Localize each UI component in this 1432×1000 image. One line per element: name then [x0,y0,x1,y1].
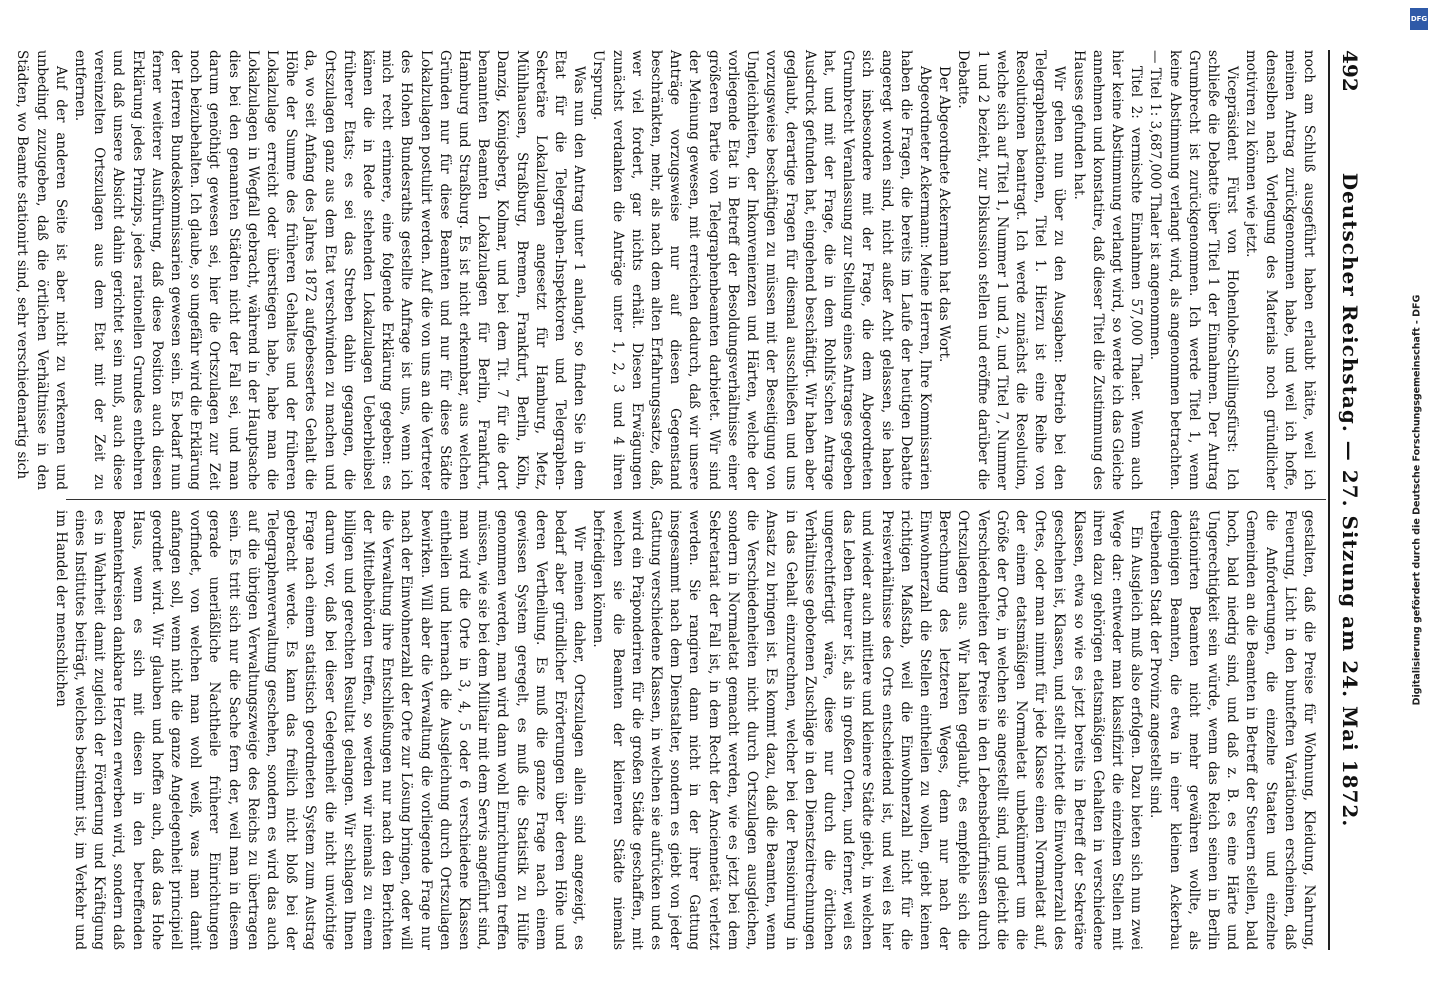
paragraph: gestalten, daß die Preise für Wohnung, Kleidung, Nahrung, Feuerung, Licht in den bunteften Variationen erscheinen, daß die Anforderungen, die einzelne Staaten und einzelne Gemeinden an die Beamten in Betreff der Steuern stellen, bald hoch, bald niedrig sind, und daß z. B. es eine Härte und Ungerechtigkeit sein würde, wenn das Reich seinen in Berlin stationirten Beamten nicht mehr gewähren wollte, als denjenigen Beamten, die etwa in einer kleinen Ackerbau treibenden Stadt der Provinz angestellt sind. [1147,510,1317,950]
page-number: 492 [1338,50,1362,92]
scanned-page [14,20,1396,980]
paragraph: Auf der anderen Seite ist aber nicht zu verkennen und unbedingt zuzugeben, daß die örtlichen Verhältnisse in den Städten, wo Beamte stationirt sind, sehr verschiedenartig sich [14,50,69,490]
dfg-logo-icon: DFG [1410,8,1428,30]
page-header [1330,50,1370,950]
paragraph: Titel 2: vermischte Einnahmen 57,000 Thaler. Wenn auch hier keine Abstimmung verlangt wird, so werde ich das Gleiche annehmen und konstatire, daß dieser Titel die Zustimmung des Hauses gefunden hat. [1070,50,1145,490]
paragraph: Wir meinen daher, Ortszulagen allein sind angezeigt, es bedarf aber gründlicher Erörterungen über deren Höhe und deren Vertheilung. Es muß die ganze Frage nach einem gewissen System geregelt, es muß die Statistik zu Hülfe genommen werden, man wird dann wohl Einrichtungen treffen müssen, wie sie bei dem Militair mit dem Servis angeführt sind, man wird die Orte in 3, 4, 5 oder 6 verschiedene Klassen eintheilen und hiernach die Ausgleichung durch Ortszulagen bewirken. Will aber die Verwaltung die vorliegende Frage nur nach der Einwohnerzahl der Orte zur Lösung bringen, oder will die Verwaltung ihre Entschließungen nur nach den Berichten der Mittelbehörden treffen, so werden wir niemals zu einem billigen und gerechten Resultat gelangen. Wir schlagen Ihnen darum vor, daß bei dieser Gelegenheit die nicht unwichtige Frage nach einem statistisch geordneten System zum Austrag gebracht werde. Es kann das freilich nicht bloß bei der Telegraphenverwaltung geschehen, sondern es wird das auch auf die übrigen Verwaltungszweige des Reichs zu übertragen sein. Es tritt sich nur die Sache fern der, weil man in diesem gerade unerläßliche Nachtheile früherer Einrichtungen vorfindet, von welchen man wohl weiß, was man damit anfangen soll, wenn nicht die ganze Angelegenheit principiell geordnet wird. Wir glauben und hoffen auch, daß das Hohe Haus, wenn es sich mit diesen in den betreffenden Beamtenkreisen dankbare Herzen erwerben wird, sondern daß es in Wahrheit damit zugleich der Förderung und Kräftigung eines Institutes beiträgt, welches bestimmt ist, im Verkehr und im Handel der menschlichen [52,510,588,950]
header-rule [1328,50,1330,950]
paragraph: noch am Schluß ausgeführt haben erlaubt hätte, weil ich meinen Antrag zurückgenommen habe, und weil ich hoffe, denselben nach Vorlegung des Materials noch gründlicher motiviren zu können wie jetzt. [1243,50,1317,490]
attribution-text: Digitalisierung gefördert durch die Deutsche Forschungsgemeinschaft - DFG [1411,294,1423,706]
paragraph: Wir gehen nun über zu den Ausgaben: Betrieb bei den Telegraphenstationen, Titel 1. Hierzu ist eine Reihe von Resolutionen beantragt. Ich werde zunächst die Resolution, welche sich auf Titel 1, Nummer 1 und 2, und Titel 7, Nummer 1 und 2 bezieht, zur Diskussion stellen und eröffne darüber die Debatte. [955,50,1068,490]
right-column [52,510,1318,950]
paragraph: Was nun den Antrag unter 1 anlangt, so finden Sie in dem Etat für die Telegraphen-Inspektoren und Telegraphen-Sekretäre Lokalzulagen angesetzt für Hamburg, Metz, Mühlhausen, Straßburg, Bremen, Frankfurt, Berlin, Köln, Danzig, Königsberg, Kolmar, und bei dem Tit. 7 für die dort benannten Beamten Lokalzulagen für Berlin, Frankfurt, Hamburg und Straßburg. Es ist nicht erkennbar, aus welchen Gründen nur für diese Beamten und nur für diese Städte Lokalzulagen postulirt werden. Auf die von uns an die Vertreter des Hohen Bundesraths gestellte Anfrage ist uns, wenn ich mich recht erinnere, eine folgende Erklärung gegeben: es kämen die in Rede stehenden Lokalzulagen Ueberbleibsel früherer Etats; es sei das Streben dahin gegangen, die Ortszulagen ganz aus dem Etat verschwinden zu machen und da, wo seit Anfang des Jahres 1872 aufgebessertes Gehalt die Höhe der Summe des früheren Gehaltes und der früheren Lokalzulage erreicht oder überstiegen habe, habe man die Lokalzulagen in Wegfall gebracht, während in der Hauptsache dies bei den genannten Städten nicht der Fall sei, und man darum genöthigt gewesen sei, hier die Ortszulagen zur Zeit noch beizubehalten. Ich glaube, so ungefähr wird die Erklärung der Herren Bundeskommissarien gewesen sein. Es bedarf nun ferner weiterer Ausführung, daß diese Position auch diesen Erklärung jedes Prinzips, jedes rationellen Grundes entbehren und daß unsere Absicht dahin gerichtet sein muß, auch diese vereinzelten Ortszulagen aus dem Etat mit der Zeit zu entfernen. [72,50,588,490]
left-column [14,50,1318,490]
paragraph: Abgeordneter Ackermann: Meine Herren, Ihre Kommissarien haben die Fragen, die bereits im Laufe der heutigen Debatte angeregt worden sind, nicht außer Acht gelassen, sie haben sich insbesondere mit der Frage, die dem Abgeordneten Grumbrecht Veranlassung zur Stellung eines Antrages gegeben hat, und mit der Frage, die in dem Rohlfs'schen Antrage Ausdruck gefunden hat, eingehend beschäftigt. Wir haben aber geglaubt, derartige Fragen für diesmal ausschließen und uns vorzugsweise beschäftigen zu müssen mit der Beseitigung von Ungleichheiten, der Inkonvenienzen und Härten, welche der vorliegende Etat in Betreff der Besoldungsverhältnisse einer größeren Partie von Telegraphenbeamten darbietet. Wir sind der Meinung gewesen, mit erreichen dadurch, daß wir unsere Anträge vorzugsweise nur auf diesen Gegenstand beschränkten, mehr, als nach dem alten Erfahrungssatze, daß, wer viel fordert, gar nichts erhält. Diesen Erwägungen zunächst verdanken die Anträge unter 1, 2, 3 und 4 ihren Ursprung. [590,50,933,490]
page-title: Deutscher Reichstag. — 27. Sitzung am 24. Mai 1872. [1338,172,1362,828]
paragraph: Vicepräsident Fürst von Hohenlohe-Schillingsfürst: Ich schließe die Debatte über Titel 1 der Einnahmen. Der Antrag Grumbrecht ist zurückgenommen. Ich werde Titel 1, wenn keine Abstimmung verlangt wird, als angenommen betrachten. — Titel 1: 3,687,000 Thaler ist angenommen. [1147,50,1241,490]
paragraph: Ein Ausgleich muß also erfolgen. Dazu bieten sich nun zwei Wege dar: entweder man klassifizirt die einzelnen Stellen mit ihren dazu gehörigen etatsmäßigen Gehalten in verschiedene Klassen, etwa so wie es jetzt bereits in Betreff der Sekretäre geschehen ist, Klassen, und stellt richtet die Einwohnerzahl des Ortes, oder man nimmt für jede Klasse einen Normaletat auf, der einem etatsmäßigen Normaletat unbekümmert um die Größe der Orte, in welchen sie angestellt sind, und gleicht die Verschiedenheiten der Preise in den Lebensbedürfnissen durch Ortszulagen aus. Wir halten geglaubt, es empfehle sich die Berechnung des letzteren Weges, denn nur nach der Einwohnerzahl die Stellen eintheilen zu wollen, giebt keinen richtigen Maßstab, weil die Einwohnerzahl nicht für die Preisverhältnisse des Orts entscheidend ist, und weil es hier und wieder auch mittlere und kleinere Städte giebt, in welchen das Leben theurer ist, als in großen Orten, und ferner, weil es ungerechtfertigt wäre, diese nur durch die örtlichen Verhältnisse gebotenen Zuschläge in den Dienstzeitrechnungen in das Gehalt einzurechnen, welcher bei der Pensionirung in Ansatz zu bringen ist. Es kommt dazu, daß die Beamten, wenn die Verschiedenheiten nicht durch Ortszulagen ausgleichen, sondern in Normaletat gemacht werden, wie es jetzt bei dem Sekretariat der Fall ist, in dem Recht der Anciennetät verletzt werden. Sie rangiren dann nicht in der ihrer Gattung insgesammt nach dem Dienstalter, sondern es giebt von jeder Gattung verschiedene Klassen, in welchen sie aufrücken und es wird ein Präponderiren für die großen Städte geschaffen, mit welchen sie die Beamten der kleineren Städte niemals befriedigen können. [590,510,1145,950]
attribution-strip [1406,8,1428,992]
paragraph: Der Abgeordnete Ackermann hat das Wort. [936,66,953,363]
column-divider [66,499,1326,500]
